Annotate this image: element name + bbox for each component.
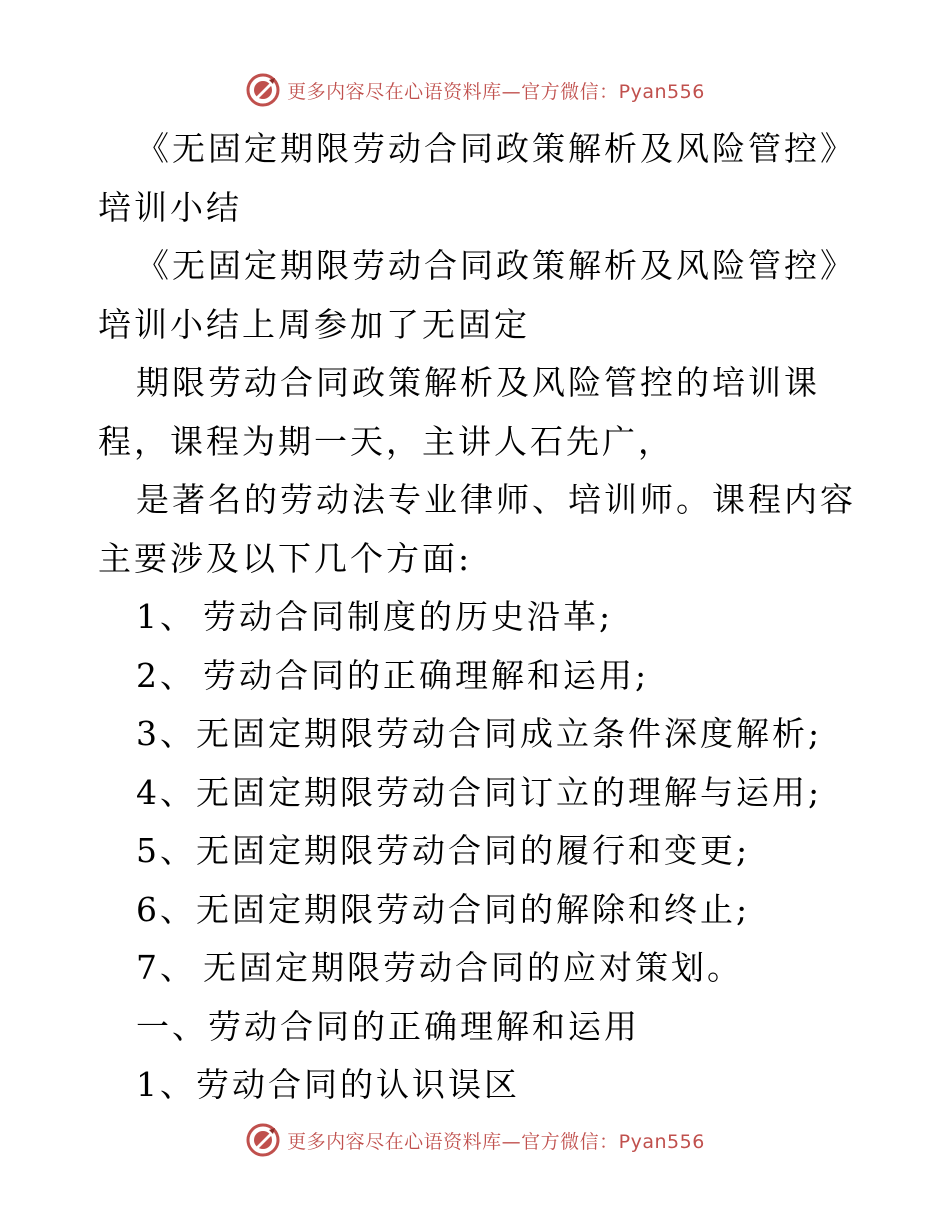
- list-item: [98, 588, 858, 647]
- doc-title: 《无固定期限劳动合同政策解析及风险管控》培训小结: [98, 129, 856, 227]
- list-text: 无固定期限劳动合同的解除和终止;: [196, 889, 751, 929]
- intro-paragraph-3: 是著名的劳动法专业律师、培训师。课程内容主要涉及以下几个方面:: [98, 480, 856, 578]
- list-number: 7、: [136, 948, 196, 987]
- list-text: 无固定期限劳动合同订立的理解与运用;: [196, 772, 823, 812]
- footer-watermark: [0, 1120, 950, 1160]
- list-number: 4、: [136, 772, 196, 812]
- list-item: [98, 647, 858, 706]
- subsection-heading: 1、劳动合同的认识误区: [136, 1065, 520, 1104]
- document-body: [98, 120, 858, 1115]
- list-item: [98, 822, 858, 881]
- list-text: 无固定期限劳动合同的履行和变更;: [196, 831, 751, 870]
- list-text: 无固定期限劳动合同的应对策划。: [203, 948, 743, 987]
- list-text: 劳动合同的正确理解和运用;: [203, 655, 650, 695]
- list-number: 5、: [136, 831, 196, 870]
- list-item: [98, 705, 858, 764]
- footer-watermark-text: 更多内容尽在心语资料库—官方微信：Pyan556: [287, 1130, 705, 1153]
- list-text: 无固定期限劳动合同成立条件深度解析;: [196, 714, 823, 753]
- list-number: 2、: [136, 655, 196, 695]
- list-number: 3、: [136, 714, 196, 753]
- list-number: 1、: [136, 597, 196, 636]
- list-item: [98, 764, 858, 823]
- list-text: 劳动合同制度的历史沿革;: [203, 597, 614, 636]
- list-number: 6、: [136, 889, 196, 929]
- list-item: [98, 881, 858, 940]
- intro-paragraph-1: 《无固定期限劳动合同政策解析及风险管控》培训小结上周参加了无固定: [98, 246, 856, 344]
- header-watermark: [0, 70, 950, 110]
- list-item: [98, 939, 858, 998]
- intro-paragraph-2: 期限劳动合同政策解析及风险管控的培训课程，课程为期一天，主讲人石先广，: [98, 363, 820, 461]
- header-watermark-text: 更多内容尽在心语资料库—官方微信：Pyan556: [287, 80, 705, 103]
- section-heading: 一、劳动合同的正确理解和运用: [136, 1006, 640, 1046]
- pen-seal-icon: [245, 72, 281, 108]
- pen-seal-icon: [245, 1122, 281, 1158]
